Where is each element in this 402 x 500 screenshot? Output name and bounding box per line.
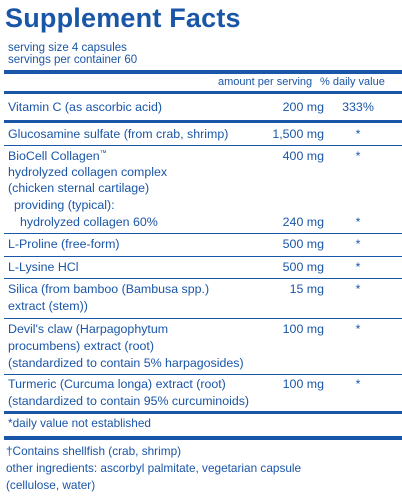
other-ingredients: other ingredients: ascorbyl palmitate, vegetarian capsule: [6, 461, 302, 475]
ingredient-amount: 400 mg: [282, 149, 324, 163]
ingredient-name: [8, 148, 107, 165]
ingredient-amount: 1,500 mg: [272, 127, 324, 141]
ingredient-daily-value: 333%: [342, 100, 374, 114]
ingredient-subcomponent: hydrolyzed collagen 60%: [20, 215, 158, 229]
row-divider: [4, 120, 402, 123]
ingredient-name-text: BioCell Collagen: [8, 149, 100, 163]
ingredient-detail: (standardized to contain 95% curcuminoids): [8, 394, 250, 408]
ingredient-name: Glucosamine sulfate (from crab, shrimp): [8, 127, 229, 141]
thick-divider: [4, 411, 402, 414]
header-daily-value: % daily value: [320, 76, 385, 88]
thick-divider: [4, 70, 402, 74]
header-divider: [4, 91, 402, 94]
ingredient-amount: 100 mg: [282, 377, 324, 391]
other-ingredients-continued: (cellulose, water): [6, 478, 96, 492]
ingredient-amount: 500 mg: [282, 260, 324, 274]
ingredient-detail: (standardized to contain 5% harpagosides): [8, 356, 244, 370]
ingredient-name: Devil's claw (Harpagophytum: [8, 322, 169, 336]
ingredient-amount: 15 mg: [289, 282, 324, 296]
row-divider: [4, 145, 402, 146]
trademark-mark: ™: [99, 149, 107, 157]
ingredient-detail: (chicken sternal cartilage): [8, 181, 150, 195]
daily-value-footnote: *daily value not established: [8, 416, 151, 430]
ingredient-detail: extract (stem)): [8, 299, 88, 313]
row-divider: [4, 233, 402, 234]
ingredient-amount: 100 mg: [282, 322, 324, 336]
ingredient-daily-value: *: [355, 322, 361, 336]
row-divider: [4, 256, 402, 257]
header-amount-per-serving: amount per serving: [218, 76, 313, 88]
ingredient-daily-value: *: [355, 127, 361, 141]
ingredient-daily-value: *: [355, 282, 361, 296]
subcomponent-daily-value: *: [355, 215, 361, 229]
panel-title: Supplement Facts: [5, 3, 241, 33]
subcomponent-amount: 240 mg: [282, 215, 324, 229]
ingredient-detail: hydrolyzed collagen complex: [8, 165, 168, 179]
ingredient-name: Vitamin C (as ascorbic acid): [8, 100, 163, 114]
ingredient-daily-value: *: [355, 260, 361, 274]
ingredient-name: Turmeric (Curcuma longa) extract (root): [8, 377, 226, 391]
ingredient-detail: procumbens) extract (root): [8, 339, 154, 353]
row-divider: [4, 278, 402, 279]
ingredient-daily-value: *: [355, 149, 361, 163]
ingredient-daily-value: *: [355, 237, 361, 251]
ingredient-name: L-Lysine HCl: [8, 260, 79, 274]
serving-size: serving size 4 capsules: [8, 42, 127, 54]
ingredient-name: L-Proline (free-form): [8, 237, 120, 251]
ingredient-detail: providing (typical):: [14, 198, 115, 212]
bottom-border: [4, 436, 402, 440]
ingredient-daily-value: *: [355, 377, 361, 391]
ingredient-name: Silica (from bamboo (Bambusa spp.): [8, 282, 210, 296]
ingredient-amount: 500 mg: [282, 237, 324, 251]
ingredient-amount: 200 mg: [282, 100, 324, 114]
allergen-statement: †Contains shellfish (crab, shrimp): [6, 444, 182, 458]
row-divider: [4, 374, 402, 375]
servings-per-container: servings per container 60: [8, 54, 138, 66]
row-divider: [4, 318, 402, 319]
